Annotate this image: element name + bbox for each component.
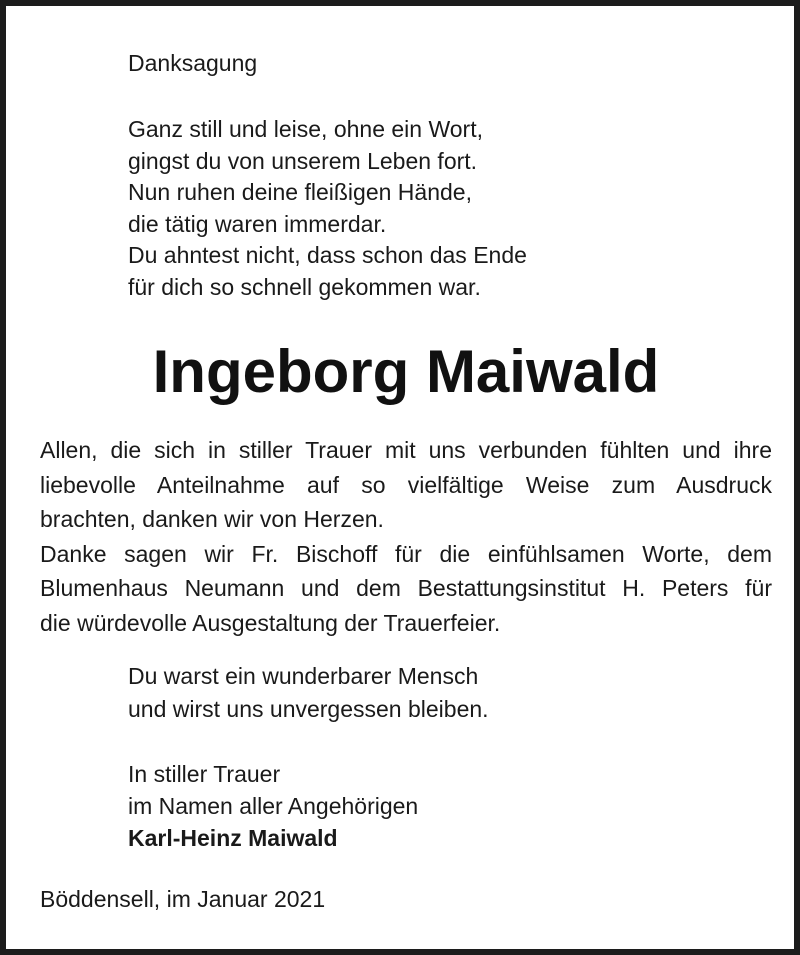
verse-line: Ganz still und leise, ohne ein Wort, <box>128 116 483 142</box>
verse <box>128 114 527 304</box>
deceased-name: Ingeborg Maiwald <box>152 338 660 405</box>
verse-line: für dich so schnell gekommen war. <box>128 273 481 300</box>
paragraph-line: brachten, danken wir von Herzen. <box>40 506 384 533</box>
verse-line: Du ahntest nicht, dass schon das Ende <box>128 242 527 269</box>
heading: Danksagung <box>128 50 258 76</box>
signature-line: im Namen aller Angehörigen <box>128 793 419 819</box>
signer-name: Karl-Heinz Maiwald <box>128 825 338 851</box>
verse-line: gingst du von unserem Leben fort. <box>128 147 478 174</box>
paragraph-line: Danke sagen wir Fr. Bischoff für die einfühlsamen Worte, dem <box>40 540 772 567</box>
place-date: Böddensell, im Januar 2021 <box>40 886 326 912</box>
closing-verse <box>128 660 489 726</box>
verse-line: Nun ruhen deine fleißigen Hände, <box>128 179 472 206</box>
thanks-paragraph <box>40 433 772 641</box>
paragraph-line: liebevolle Anteilnahme auf so vielfältige Weise zum Ausdruck <box>40 471 772 498</box>
closing-line: Du warst ein wunderbarer Mensch <box>128 663 479 689</box>
closing-line: und wirst uns unvergessen bleiben. <box>128 696 489 722</box>
verse-line: die tätig waren immerdar. <box>128 210 387 237</box>
paragraph-line: die würdevolle Ausgestaltung der Trauerfeier. <box>40 609 501 636</box>
signature-block <box>128 758 418 854</box>
paragraph-line: Allen, die sich in stiller Trauer mit uns verbunden fühlten und ihre <box>40 437 772 463</box>
signature-line: In stiller Trauer <box>128 761 281 787</box>
paragraph-line: Blumenhaus Neumann und dem Bestattungsinstitut H. Peters für <box>40 575 772 602</box>
